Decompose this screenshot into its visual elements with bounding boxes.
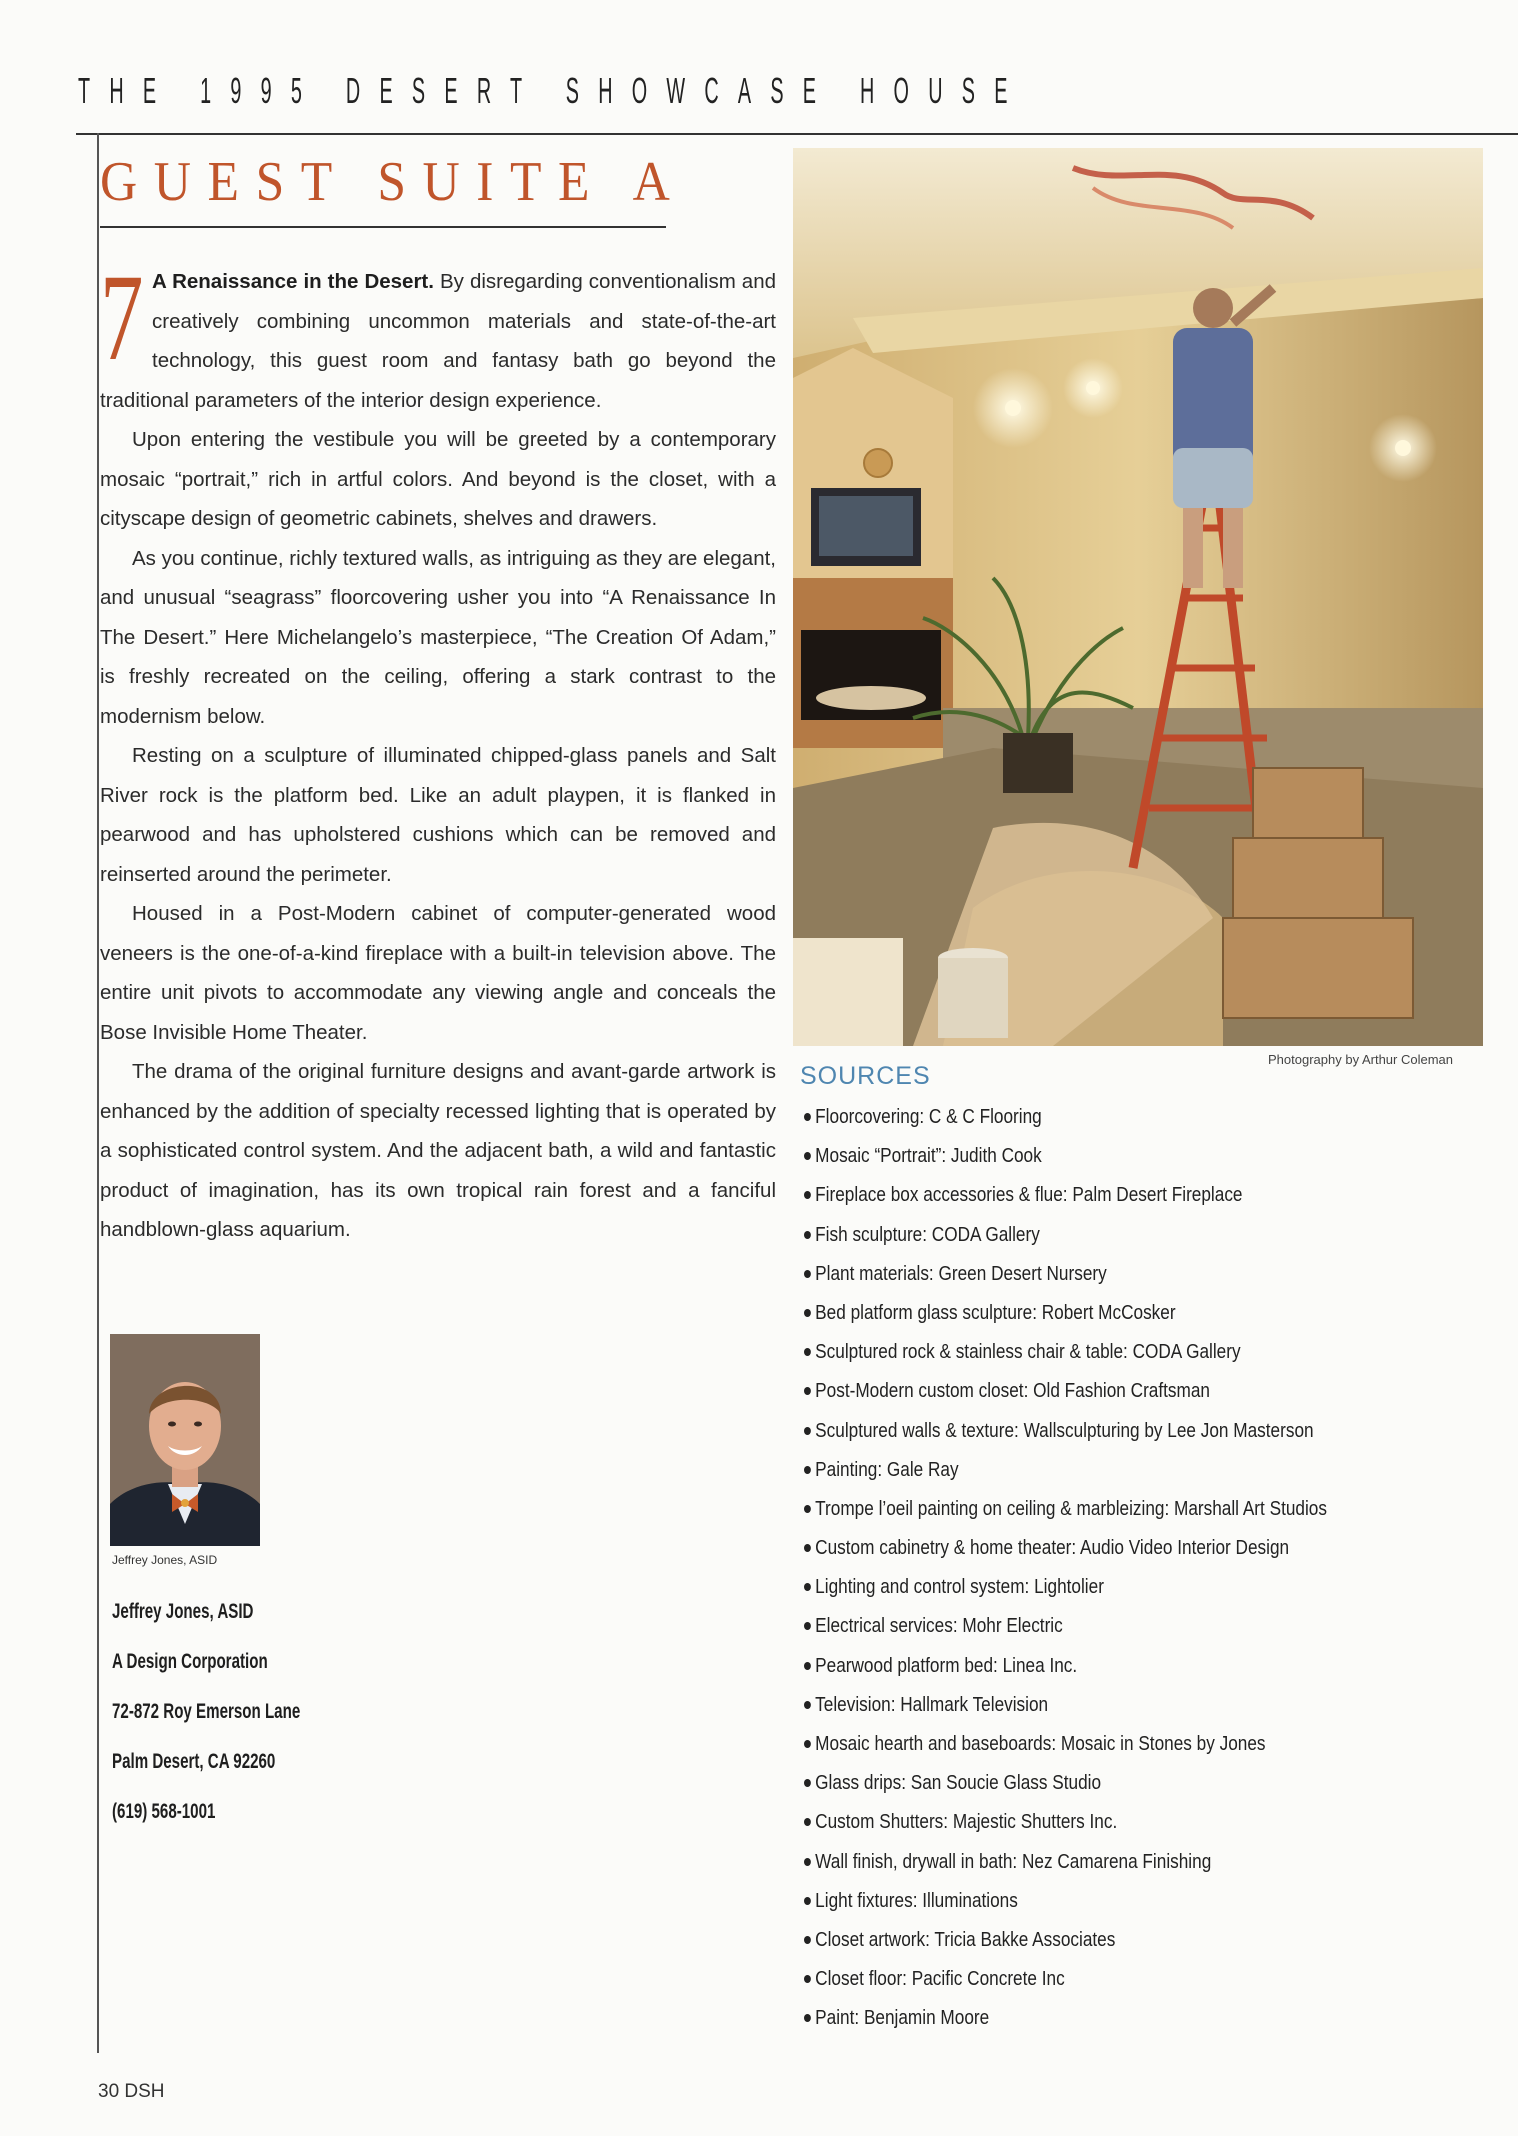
bullet-icon [804,1505,811,1513]
source-item: Floorcovering: C & C Flooring [804,1098,1327,1137]
header-rule [76,133,1518,135]
left-margin-rule [97,133,99,2053]
page-folio: 30 DSH [98,2081,165,2102]
bullet-icon [804,1818,811,1826]
source-item: Custom cabinetry & home theater: Audio Video Interior Design [804,1529,1327,1568]
portrait-caption: Jeffrey Jones, ASID [112,1553,218,1567]
bullet-icon [804,1662,811,1670]
source-item: Sculptured walls & texture: Wallsculpturing by Lee Jon Masterson [804,1412,1327,1451]
source-item: Mosaic “Portrait”: Judith Cook [804,1137,1327,1176]
paragraph-2: Upon entering the vestibule you will be greeted by a contemporary mosaic “portrait,” rich in artful colors. And beyond is the closet, with a cityscape design of geometric cabinets, shelves and drawers. [100,428,776,530]
source-item: Electrical services: Mohr Electric [804,1607,1327,1646]
source-item: Wall finish, drywall in bath: Nez Camarena Finishing [804,1843,1327,1882]
drop-cap: 7 [100,249,144,386]
bullet-icon [804,1897,811,1905]
contact-phone: (619) 568-1001 [112,1800,216,1823]
source-item: Closet artwork: Tricia Bakke Associates [804,1921,1327,1960]
portrait-illustration [110,1334,260,1546]
bullet-icon [804,1466,811,1474]
bullet-icon [804,1583,811,1591]
bullet-icon [804,1779,811,1787]
bullet-icon [804,1152,811,1160]
source-item: Pearwood platform bed: Linea Inc. [804,1647,1327,1686]
source-item: Post-Modern custom closet: Old Fashion Craftsman [804,1372,1327,1411]
lead-in: A Renaissance in the Desert. [152,270,434,293]
bullet-icon [804,1936,811,1944]
contact-name: Jeffrey Jones, ASID [112,1600,254,1623]
bullet-icon [804,1427,811,1435]
source-item: Lighting and control system: Lightolier [804,1568,1327,1607]
contact-street: 72-872 Roy Emerson Lane [112,1700,301,1723]
paragraph-1 [100,249,777,420]
source-item: Painting: Gale Ray [804,1451,1327,1490]
source-item: Bed platform glass sculpture: Robert McCosker [804,1294,1327,1333]
source-item: Mosaic hearth and baseboards: Mosaic in Stones by Jones [804,1725,1327,1764]
source-item: Sculptured rock & stainless chair & table: CODA Gallery [804,1333,1327,1372]
bullet-icon [804,1858,811,1866]
paragraph-3: As you continue, richly textured walls, as intriguing as they are elegant, and unusual “seagrass” floorcovering usher you into “A Renaissance In The Desert.” Here Michelangelo’s masterpiece, “The Creation Of Adam,” is freshly recreated on the ceiling, offering a stark contrast to the modernism below. [100,546,776,728]
bullet-icon [804,1740,811,1748]
paragraph-6: The drama of the original furniture designs and avant-garde artwork is enhanced by the addition of specialty recessed lighting that is operated by a sophisticated control system. And the adjacent bath, a wild and fantastic product of imagination, has its own tropical rain forest and a fanciful handblown-glass aquarium. [100,1060,776,1241]
bullet-icon [804,1231,811,1239]
article-body [100,249,777,1250]
bullet-icon [804,1270,811,1278]
sources-list [804,1098,1412,2039]
designer-contact [112,1587,373,1837]
running-head: THE 1995 DESERT SHOWCASE HOUSE [78,70,1027,111]
room-photo-illustration [793,148,1483,1046]
title-rule [100,226,666,228]
sources-heading: SOURCES [800,1062,931,1090]
source-item: Glass drips: San Soucie Glass Studio [804,1764,1327,1803]
bullet-icon [804,1387,811,1395]
source-item: Trompe l’oeil painting on ceiling & marbleizing: Marshall Art Studios [804,1490,1327,1529]
paragraph-5: Housed in a Post-Modern cabinet of computer-generated wood veneers is the one-of-a-kind fireplace with a built-in television above. The entire unit pivots to accommodate any viewing angle and conceals the Bose Invisible Home Theater. [100,902,776,1044]
paragraph-1-text: By disregarding conventionalism and creatively combining uncommon materials and state-of-the-art technology, this guest room and fantasy bath go beyond the traditional parameters of the interior design experience. [100,270,777,412]
source-item: Light fixtures: Illuminations [804,1882,1327,1921]
bullet-icon [804,1348,811,1356]
page-title: GUEST SUITE A [100,151,687,213]
source-item: Fireplace box accessories & flue: Palm Desert Fireplace [804,1176,1327,1215]
source-item: Custom Shutters: Majestic Shutters Inc. [804,1803,1327,1842]
room-photo [793,148,1483,1046]
bullet-icon [804,1191,811,1199]
source-item: Television: Hallmark Television [804,1686,1327,1725]
bullet-icon [804,1701,811,1709]
paragraph-4: Resting on a sculpture of illuminated chipped-glass panels and Salt River rock is the platform bed. Like an adult playpen, it is flanked in pearwood and has upholstered cushions which can be removed and reinserted around the perimeter. [100,744,776,886]
contact-company: A Design Corporation [112,1650,268,1673]
source-item: Paint: Benjamin Moore [804,1999,1327,2038]
photo-credit: Photography by Arthur Coleman [1268,1052,1453,1067]
source-item: Fish sculpture: CODA Gallery [804,1216,1327,1255]
designer-portrait [110,1334,260,1546]
bullet-icon [804,1309,811,1317]
contact-city: Palm Desert, CA 92260 [112,1750,276,1773]
bullet-icon [804,1113,811,1121]
source-item: Closet floor: Pacific Concrete Inc [804,1960,1327,1999]
bullet-icon [804,1544,811,1552]
bullet-icon [804,1622,811,1630]
bullet-icon [804,1975,811,1983]
bullet-icon [804,2014,811,2022]
source-item: Plant materials: Green Desert Nursery [804,1255,1327,1294]
